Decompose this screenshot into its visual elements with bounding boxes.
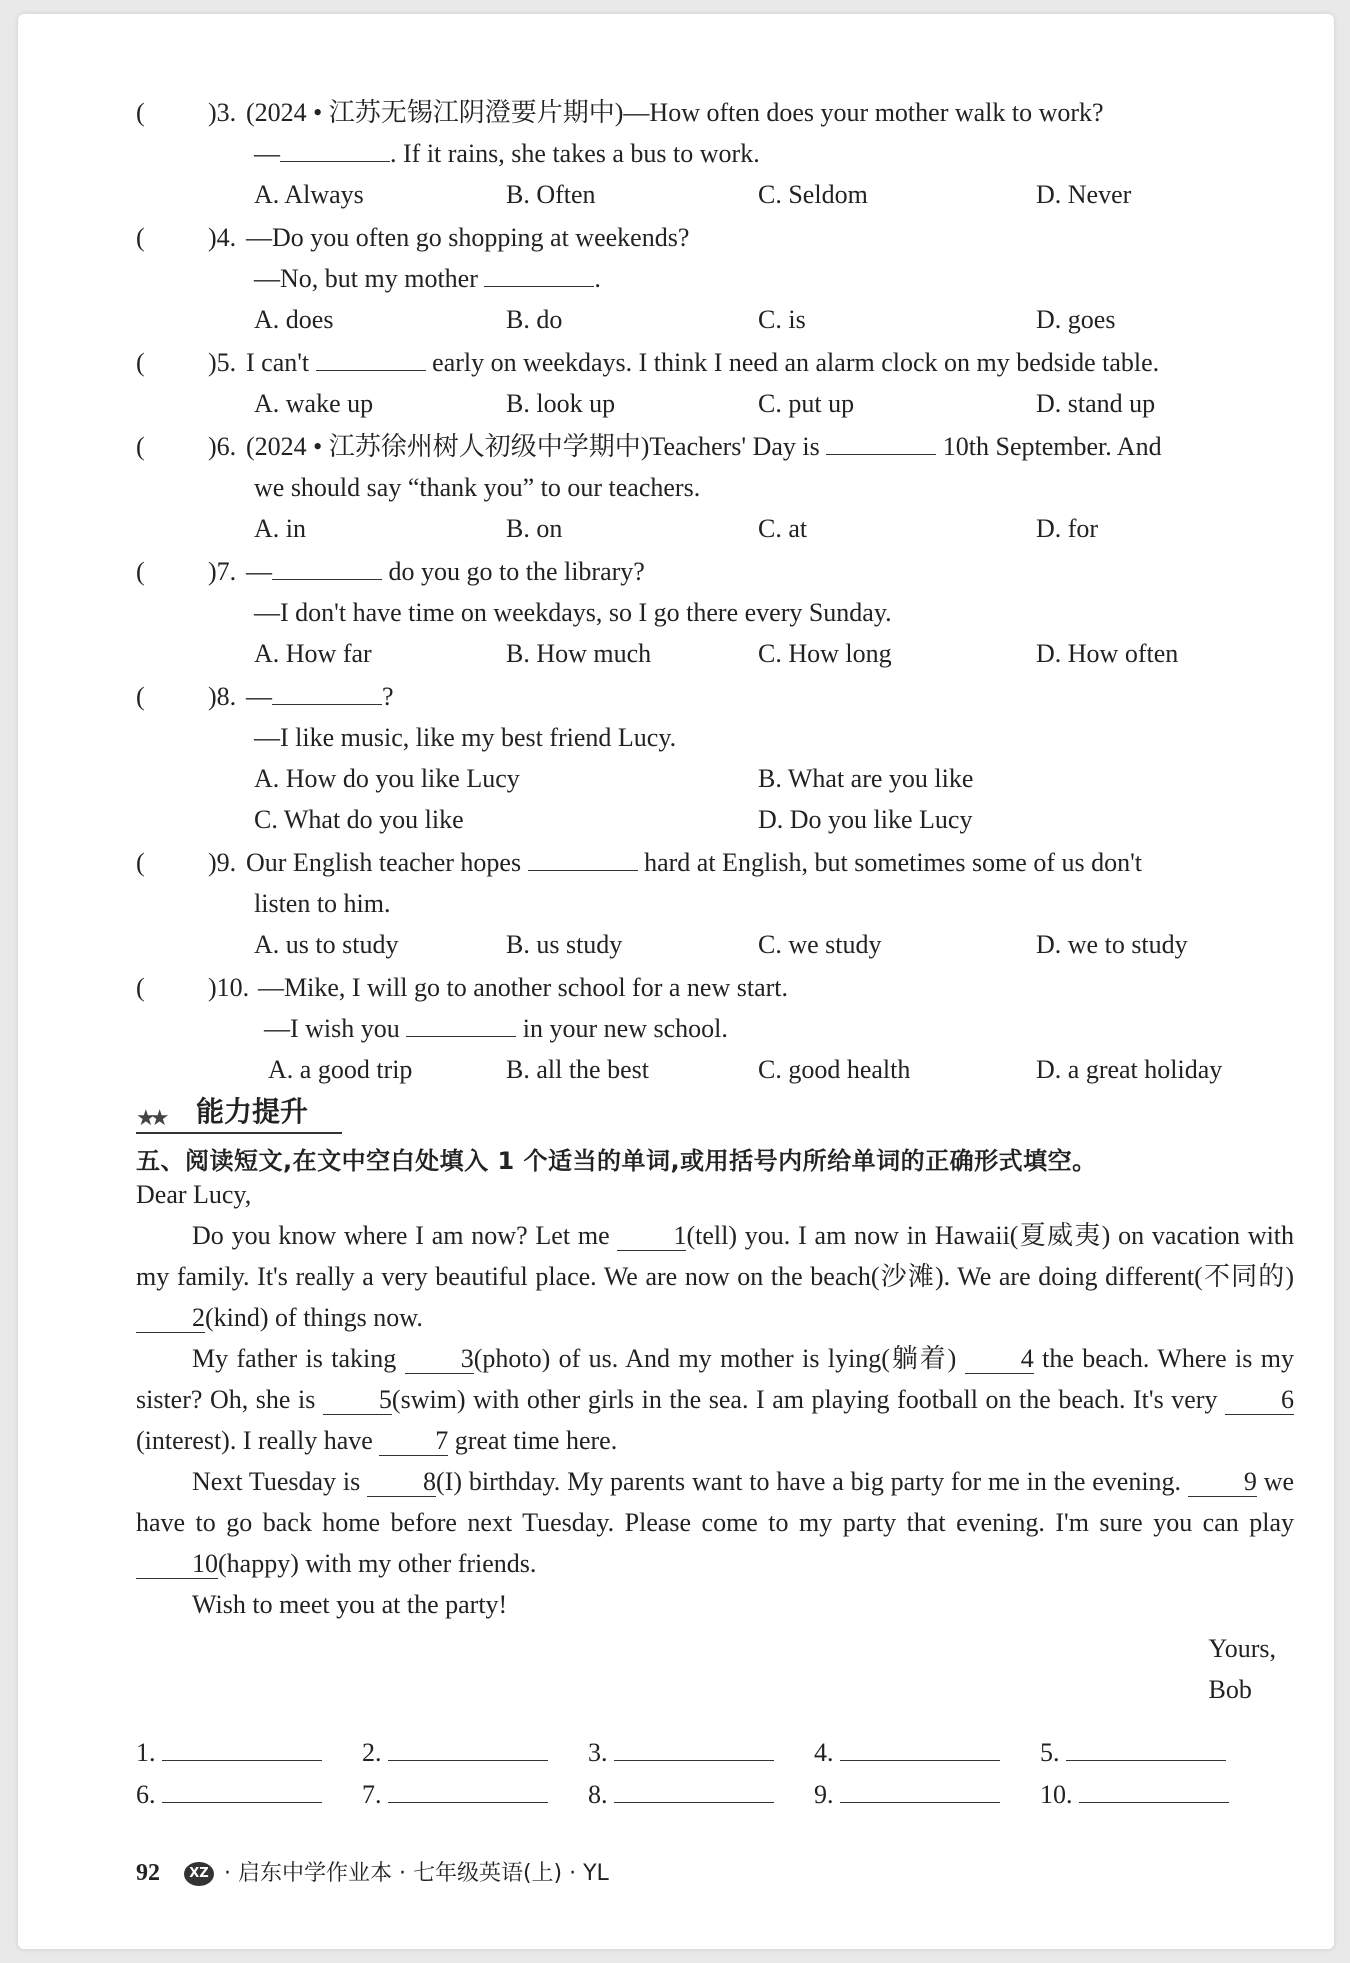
section-header <box>136 1090 346 1134</box>
gap-1[interactable]: 1 <box>617 1222 686 1251</box>
gap-6[interactable]: 6 <box>1225 1386 1294 1415</box>
options-row2 <box>136 799 1296 840</box>
answer-line-9[interactable]: 9. <box>814 1776 1000 1810</box>
question-stem: Our English teacher hopes hard at English, but sometimes some of us don't <box>246 848 1143 877</box>
multiple-choice-section <box>136 92 1296 1092</box>
answer-blank[interactable] <box>316 348 426 371</box>
gap-8[interactable]: 8 <box>367 1468 436 1497</box>
answer-blank[interactable] <box>272 682 382 705</box>
gap-2[interactable]: 2 <box>136 1304 205 1333</box>
answer-blank[interactable] <box>826 432 936 455</box>
option-c[interactable]: C. put up <box>758 389 855 418</box>
answer-blank[interactable] <box>406 1014 516 1037</box>
question-number: )7. <box>208 557 237 586</box>
answer-paren[interactable]: ( <box>136 348 145 377</box>
answer-line-7[interactable]: 7. <box>362 1776 548 1810</box>
page-number: 92 <box>136 1860 160 1886</box>
answer-paren[interactable]: ( <box>136 682 145 711</box>
option-c[interactable]: C. How long <box>758 639 892 668</box>
question-line2: —I don't have time on weekdays, so I go there every Sunday. <box>254 598 892 627</box>
option-a[interactable]: A. How do you like Lucy <box>254 764 520 793</box>
answer-paren[interactable]: ( <box>136 973 145 1002</box>
question-line2: —I wish you in your new school. <box>264 1014 728 1043</box>
page-footer <box>136 1856 609 1887</box>
option-a[interactable]: A. wake up <box>254 389 374 418</box>
section-title: 能力提升 <box>196 1095 309 1128</box>
option-a[interactable]: A. does <box>254 305 334 334</box>
question-number: )8. <box>208 682 237 711</box>
paragraph-3: Next Tuesday is 8(I) birthday. My parents want to have a big party for me in the evening. 9 we have to go back home before next Tuesday. Please come to my party that evening. I'm sure you can play 10(happy) with my other friends. <box>136 1467 1295 1578</box>
options <box>136 299 1296 340</box>
option-d[interactable]: D. How often <box>1036 639 1179 668</box>
options <box>136 508 1296 549</box>
question-stem: (2024 • 江苏徐州树人初级中学期中)Teachers' Day is 10th September. And <box>246 432 1162 461</box>
question-6 <box>136 426 1296 549</box>
section-underline <box>136 1132 342 1134</box>
option-d[interactable]: D. for <box>1036 514 1099 543</box>
question-9 <box>136 842 1296 965</box>
answer-blank[interactable] <box>280 139 390 162</box>
option-c[interactable]: C. we study <box>758 930 882 959</box>
option-b[interactable]: B. us study <box>506 930 623 959</box>
star-icon: ★★ <box>136 1106 164 1131</box>
options <box>136 174 1296 215</box>
options <box>136 383 1296 424</box>
option-d[interactable]: D. a great holiday <box>1036 1055 1223 1084</box>
answer-paren[interactable]: ( <box>136 98 145 127</box>
publisher-logo-icon: XZ <box>184 1862 214 1886</box>
question-line2: we should say “thank you” to our teachers. <box>254 473 701 502</box>
answer-blank[interactable] <box>528 848 638 871</box>
option-c[interactable]: C. at <box>758 514 808 543</box>
question-line2: — . If it rains, she takes a bus to work. <box>254 139 760 168</box>
question-3 <box>136 92 1296 215</box>
question-7 <box>136 551 1296 674</box>
section-instruction: 五、阅读短文,在文中空白处填入 1 个适当的单词,或用括号内所给单词的正确形式填空。 <box>136 1147 1097 1175</box>
answer-paren[interactable]: ( <box>136 432 145 461</box>
salutation: Dear Lucy, <box>136 1180 252 1209</box>
question-4 <box>136 217 1296 340</box>
options <box>136 924 1296 965</box>
answer-blank[interactable] <box>484 264 594 287</box>
options <box>136 758 1296 799</box>
answer-paren[interactable]: ( <box>136 557 145 586</box>
closing-yours: Yours, <box>1208 1634 1276 1663</box>
option-c[interactable]: C. What do you like <box>254 805 464 834</box>
question-number: )3. <box>208 98 237 127</box>
option-a[interactable]: A. a good trip <box>268 1055 413 1084</box>
paragraph-1: Do you know where I am now? Let me 1(tell) you. I am now in Hawaii(夏威夷) on vacation with my family. It's really a very beautiful place. We are now on the beach(沙滩). We are doing different(不同的)2(kind) of things now. <box>136 1221 1295 1332</box>
letter-closing <box>1209 1628 1276 1710</box>
paragraph-4: Wish to meet you at the party! <box>192 1590 508 1619</box>
options <box>136 633 1296 674</box>
option-a[interactable]: A. in <box>254 514 306 543</box>
option-c[interactable]: C. good health <box>758 1055 911 1084</box>
answer-line-1[interactable]: 1. <box>136 1734 322 1768</box>
option-b[interactable]: B. What are you like <box>758 764 974 793</box>
closing-name: Bob <box>1208 1675 1252 1704</box>
reading-passage <box>136 1174 1294 1625</box>
question-10 <box>136 967 1296 1090</box>
option-b[interactable]: B. How much <box>506 639 652 668</box>
question-stem: I can't early on weekdays. I think I need an alarm clock on my bedside table. <box>246 348 1160 377</box>
book-title: · 启东中学作业本 · 七年级英语(上) · YL <box>224 1861 609 1886</box>
question-line2: listen to him. <box>254 889 391 918</box>
option-b[interactable]: B. all the best <box>506 1055 649 1084</box>
question-stem: — ? <box>246 682 394 711</box>
answer-line-3[interactable]: 3. <box>588 1734 774 1768</box>
question-stem: —Mike, I will go to another school for a new start. <box>258 973 788 1002</box>
option-a[interactable]: A. How far <box>254 639 372 668</box>
option-b[interactable]: B. on <box>506 514 563 543</box>
question-stem: —Do you often go shopping at weekends? <box>246 223 690 252</box>
question-line2: —No, but my mother . <box>254 264 601 293</box>
answer-paren[interactable]: ( <box>136 223 145 252</box>
option-b[interactable]: B. Often <box>506 180 596 209</box>
question-8 <box>136 676 1296 840</box>
gap-5[interactable]: 5 <box>323 1386 392 1415</box>
option-d[interactable]: D. goes <box>1036 305 1116 334</box>
option-d[interactable]: D. stand up <box>1036 389 1156 418</box>
answer-line-6[interactable]: 6. <box>136 1776 322 1810</box>
question-stem: (2024 • 江苏无锡江阴澄要片期中)—How often does your mother walk to work? <box>246 98 1104 127</box>
gap-10[interactable]: 10 <box>136 1550 218 1579</box>
option-c[interactable]: C. is <box>758 305 806 334</box>
question-number: )10. <box>208 973 250 1002</box>
answer-line-2[interactable]: 2. <box>362 1734 548 1768</box>
gap-7[interactable]: 7 <box>379 1427 448 1456</box>
gap-3[interactable]: 3 <box>405 1345 474 1374</box>
option-a[interactable]: A. Always <box>254 180 364 209</box>
question-line2: —I like music, like my best friend Lucy. <box>254 723 677 752</box>
option-b[interactable]: B. do <box>506 305 563 334</box>
question-number: )5. <box>208 348 237 377</box>
options <box>136 1049 1296 1090</box>
option-d[interactable]: D. Do you like Lucy <box>758 805 973 834</box>
question-5 <box>136 342 1296 424</box>
answer-blank[interactable] <box>272 557 382 580</box>
option-d[interactable]: D. Never <box>1036 180 1132 209</box>
answer-line-10[interactable]: 10. <box>1040 1776 1229 1810</box>
question-number: )6. <box>208 432 237 461</box>
option-c[interactable]: C. Seldom <box>758 180 868 209</box>
answer-line-8[interactable]: 8. <box>588 1776 774 1810</box>
worksheet-page <box>18 14 1334 1949</box>
option-b[interactable]: B. look up <box>506 389 616 418</box>
option-a[interactable]: A. us to study <box>254 930 399 959</box>
answer-line-5[interactable]: 5. <box>1040 1734 1226 1768</box>
answer-line-4[interactable]: 4. <box>814 1734 1000 1768</box>
question-number: )9. <box>208 848 237 877</box>
question-number: )4. <box>208 223 237 252</box>
gap-4[interactable]: 4 <box>965 1345 1034 1374</box>
paragraph-2: My father is taking 3(photo) of us. And my mother is lying(躺着) 4 the beach. Where is my sister? Oh, she is 5(swim) with other girls in the sea. I am playing football on the beach. It's very 6(interest). I really have 7 great time here. <box>136 1344 1295 1455</box>
answer-paren[interactable]: ( <box>136 848 145 877</box>
question-stem: — do you go to the library? <box>246 557 645 586</box>
option-d[interactable]: D. we to study <box>1036 930 1188 959</box>
gap-9[interactable]: 9 <box>1188 1468 1257 1497</box>
